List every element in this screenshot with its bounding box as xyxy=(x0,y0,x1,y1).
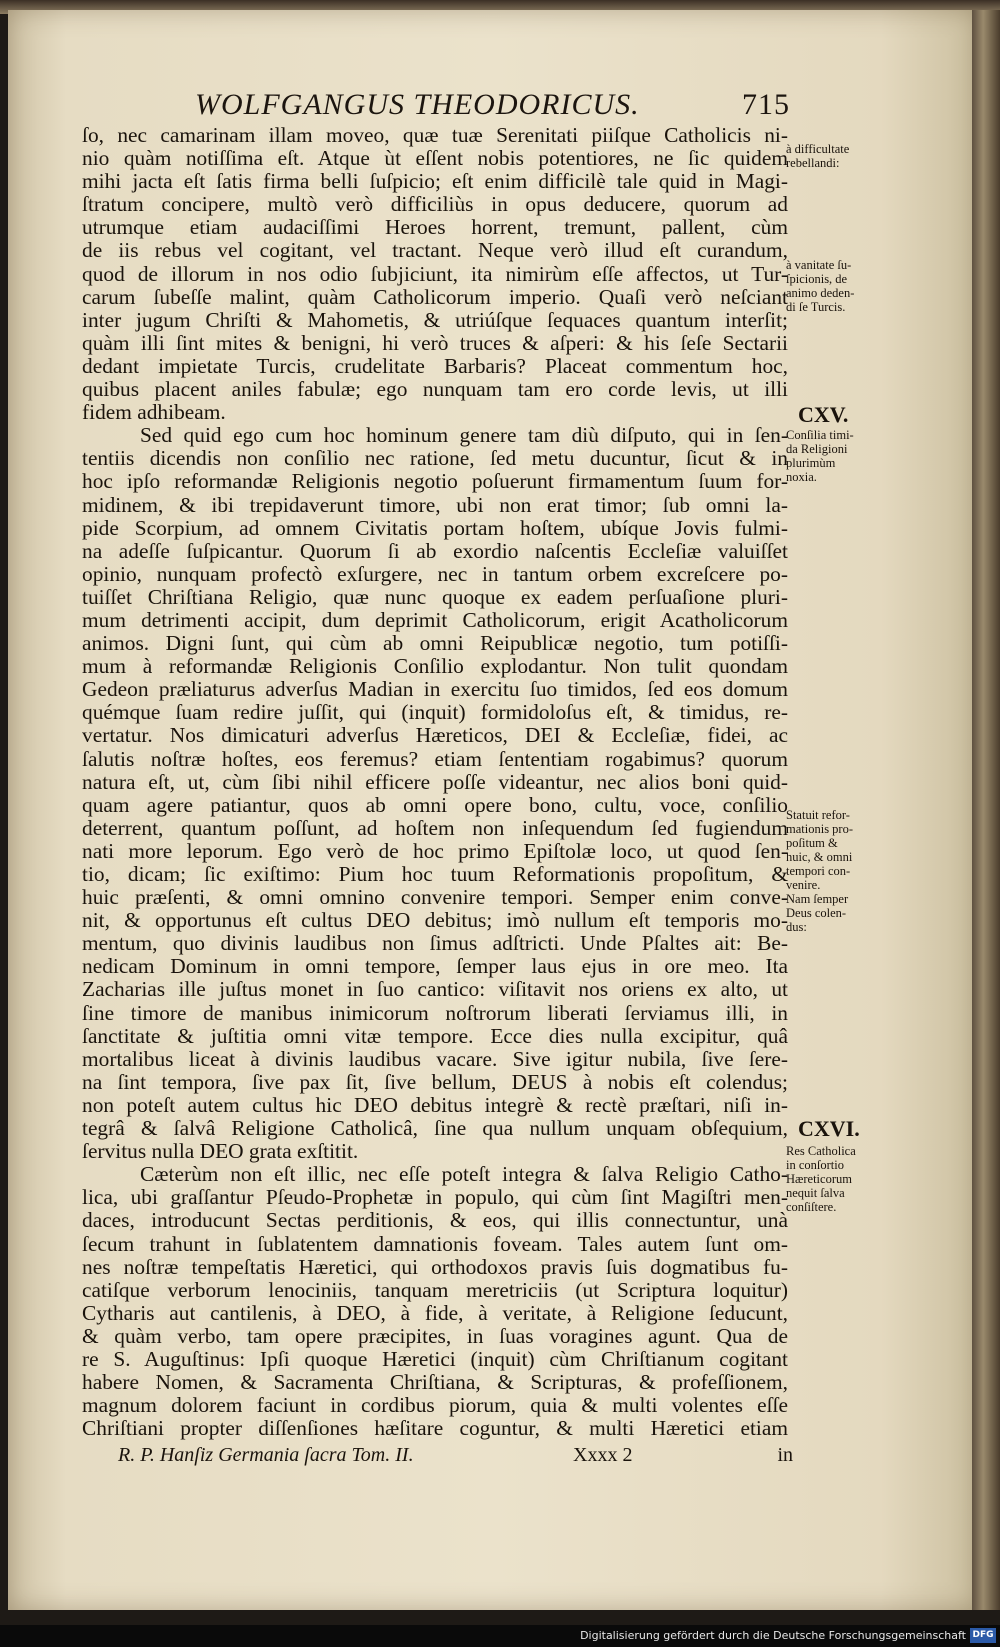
text-line: habere Nomen, & Sacramenta Chriſtiana, & Scripturas, & profeſſionem, xyxy=(82,1370,788,1395)
margin-note-line: plurimùm xyxy=(786,456,836,470)
margin-note-line: à vanitate ſu- xyxy=(786,258,852,272)
dfg-logo-icon: DFG xyxy=(970,1628,996,1643)
text-line: ſine timore de manibus inimicorum noſtrorum liberati ſerviamus illi, in xyxy=(82,1000,788,1025)
text-line: Gedeon præliaturus adverſus Madian in exercitu ſuo timidos, ſed eos domum xyxy=(82,677,788,702)
page-header xyxy=(110,88,790,128)
text-line: magnum dolorem faciunt in cordibus piorum, quia & multi volentes eſſe xyxy=(82,1393,788,1418)
text-line: Cæterùm non eſt illic, nec eſſe poteſt integra & ſalva Religio Catho- xyxy=(140,1162,788,1187)
margin-note-line: nequit ſalva xyxy=(786,1186,845,1200)
margin-note-line: noxia. xyxy=(786,470,817,484)
text-line: Sed quid ego cum hoc hominum genere tam diù diſputo, qui in ſen- xyxy=(140,423,788,448)
margin-note-line: Deus colen- xyxy=(786,906,847,920)
section-number: CXV. xyxy=(798,402,849,427)
margin-note-line: da Religioni xyxy=(786,442,848,456)
text-line: mum à reformandæ Religionis Conſilio explodantur. Non tulit quondam xyxy=(82,654,788,679)
margin-note-line: poſitum & xyxy=(786,836,838,850)
text-line: quémque ſuam redire juſſit, qui (inquit) formidoloſus eſt, & timidus, re- xyxy=(82,700,788,725)
text-line: nit, & opportunus eſt cultus DEO debitus; imò nullum eſt temporis mo- xyxy=(82,908,788,933)
text-line: animos. Digni ſunt, qui cùm ab omni Reipublicæ negotio, tum potiſſi- xyxy=(82,631,788,656)
text-line: ſtratum concipere, multò verò difficiliùs in opus deducere, quorum ad xyxy=(82,192,788,217)
section-number: CXVI. xyxy=(798,1116,860,1141)
margin-note xyxy=(786,808,876,934)
text-line: nati more leporum. Ego verò de hoc primo Epiſtolæ loco, ut quod ſen- xyxy=(82,838,788,863)
margin-note-line: Nam ſemper xyxy=(786,892,849,906)
text-line: non poteſt autem cultus hic DEO debitus integrè & rectè præſtari, niſi in- xyxy=(82,1092,788,1117)
text-line: mum detrimenti accipit, dum deprimit Catholicorum, erigit Acatholicorum xyxy=(82,607,788,632)
margin-note-line: rebellandi: xyxy=(786,156,840,170)
text-line: quibus placent aniles fabulæ; ego nunquam tam ero corde levis, ut illi xyxy=(82,377,788,402)
text-line: utrumque etiam audaciſſimi Heroes horrent, tremunt, pallent, cùm xyxy=(82,215,788,240)
text-line: Zacharias ille juſtus monet in ſuo cantico: viſitavit nos oriens ex alto, ut xyxy=(82,977,788,1002)
margin-note-line: conſiſtere. xyxy=(786,1200,837,1214)
text-line: mortalibus liceat à divinis laudibus vacare. Sive igitur nubila, ſive ſere- xyxy=(82,1046,788,1071)
margin-note-line: Res Catholica xyxy=(786,1144,856,1158)
text-line: Chriſtiani propter diſſenſiones hæſitare coguntur, & multi Hæretici etiam xyxy=(82,1416,788,1441)
running-title: WOLFGANGUS THEODORICUS. xyxy=(195,88,640,121)
text-line: & quàm verbo, tam opere præcipites, in ſuas voragines agunt. Qua de xyxy=(82,1323,788,1348)
text-line: re S. Auguſtinus: Ipſi quoque Hæretici (inquit) cùm Chriſtianum cogitant xyxy=(82,1346,788,1371)
text-line: ſalutis noſtræ hoſtes, eos feremus? etiam ſententiam rogabimus? quorum xyxy=(82,746,788,771)
text-line: tegrâ & ſalvâ Religione Catholicâ, ſine qua nullum unquam obſequium, xyxy=(82,1116,788,1141)
margin-note-line: venire. xyxy=(786,878,821,892)
text-line: ſervitus nulla DEO grata exſtitit. xyxy=(82,1139,359,1164)
text-line: nes noſtræ tempeſtatis Hæretici, qui orthodoxos pravis ſuis dogmatibus fu- xyxy=(82,1254,788,1279)
text-line: tio, dicam; ſic exiſtimo: Pium hoc tuum Reformationis propoſitum, & xyxy=(82,862,788,886)
margin-note-line: Hæreticorum xyxy=(786,1172,852,1186)
text-line: fidem adhibeam. xyxy=(82,400,226,425)
text-line: mentum, quo divinis laudibus non ſimus adſtricti. Unde Pſaltes ait: Be- xyxy=(82,931,788,956)
text-line: midinem, & ibi trepidaverunt timore, ubi non erat timor; ſub omni la- xyxy=(82,492,788,517)
margin-note xyxy=(786,142,876,170)
text-line: daces, introducunt Sectas perditionis, & eos, qui illis connectuntur, unà xyxy=(82,1208,788,1233)
text-line: nio quàm notiſſima eſt. Atque ùt eſſent nobis potentiores, ne ſic quidem xyxy=(82,146,788,171)
text-line: na adeſſe ſuſpicantur. Quorum ſi ab exordio naſcentis Eccleſiæ valuiſſet xyxy=(82,538,788,563)
margin-note-line: huic, & omni xyxy=(786,850,853,864)
text-line: tuiſſet Chriſtiana Religio, quæ nunc quoque ex eadem perſuaſione pluri- xyxy=(82,584,788,609)
page-number: 715 xyxy=(742,88,790,121)
text-line: ſanctitate & juſtitia omni vitæ tempore. Ecce dies nulla excipitur, quâ xyxy=(82,1023,788,1048)
text-line: catiſque verborum lenociniis, tanquam meretriciis (ut Scriptura loquitur) xyxy=(82,1277,788,1302)
margin-note xyxy=(786,1144,876,1214)
text-line: ſecum trahunt in ſublatentem damnationis foveam. Tales autem ſunt om- xyxy=(82,1231,788,1256)
text-line: Cytharis aut cantilenis, à DEO, à fide, à veritate, à Religione ſeducunt, xyxy=(82,1300,788,1325)
text-line: nedicam Dominum in omni tempore, ſemper laus ejus in ore meo. Ita xyxy=(82,954,788,979)
page-footer xyxy=(118,1444,793,1470)
margin-note-line: à difficultate xyxy=(786,142,850,156)
text-line: deterrent, quantum poſſunt, ad hoſtem non inſequendum ſed fugiendum xyxy=(82,815,788,840)
margin-note-line: di ſe Turcis. xyxy=(786,300,846,314)
margin-note-line: Statuit refor- xyxy=(786,808,850,822)
text-line: mihi jacta eſt ſatis firma belli ſuſpicio; eſt enim difficilè tale quid in Magi- xyxy=(82,169,788,194)
text-line: tentiis dicendis non conſilio nec ratione, ſed metu ducuntur, ſicut & in xyxy=(82,446,788,471)
margin-note-line: tempori con- xyxy=(786,864,851,878)
margin-note-line: mationis pro- xyxy=(786,822,854,836)
digitization-bar xyxy=(0,1625,1000,1647)
text-line: hoc ipſo reformandæ Religionis negotio poſuerunt firmamentum ſuum for- xyxy=(82,469,788,494)
text-line: dedant impietate Turcis, crudelitate Barbaris? Placeat commentum hoc, xyxy=(82,353,788,378)
margin-note-line: dus: xyxy=(786,920,807,934)
text-line: quàm illi ſint mites & benigni, hi verò truces & aſperi: & his ſeſe Sectarii xyxy=(82,330,788,355)
text-line: quam agere patiantur, quos ab omni opere bono, cultu, voce, conſilio xyxy=(82,792,788,817)
margin-note-line: Conſilia timi- xyxy=(786,428,854,442)
footer-source: R. P. Hanſiz Germania ſacra Tom. II. xyxy=(118,1444,414,1466)
text-line: na ſint tempora, ſive pax ſit, ſive bellum, DEUS à nobis eſt colendus; xyxy=(82,1069,788,1094)
text-line: opinio, nunquam profectò exſurgere, nec in tantum orbem excreſcere po- xyxy=(82,561,788,586)
margin-note-line: ſpicionis, de xyxy=(786,272,848,286)
text-line: huic præſenti, & omni omnino convenire tempori. Semper enim conve- xyxy=(82,885,788,910)
signature-mark: Xxxx 2 xyxy=(573,1444,633,1466)
margin-note-line: in conſortio xyxy=(786,1158,844,1172)
margin-note-line: animo deden- xyxy=(786,286,855,300)
text-line: lica, ubi graſſantur Pſeudo-Prophetæ in populo, qui cùm ſint Magiſtri men- xyxy=(82,1185,788,1210)
text-line: inter jugum Chriſti & Mahometis, & utriúſque ſequaces quantum interſit; xyxy=(82,307,788,332)
text-line: natura eſt, ut, cùm ſibi nihil efficere poſſe videantur, nec alios boni quid- xyxy=(82,769,788,794)
margin-note xyxy=(786,428,876,484)
text-line: de iis rebus vel cogitant, vel tractant. Neque verò illud eſt curandum, xyxy=(82,238,788,263)
margin-note xyxy=(786,258,876,314)
catchword: in xyxy=(777,1444,793,1466)
text-line: quod de illorum in nos odio ſubjiciunt, ita nimirùm eſſe affectos, ut Tur- xyxy=(82,261,788,286)
text-line: ſo, nec camarinam illam moveo, quæ tuæ Serenitati piiſque Catholicis ni- xyxy=(82,123,788,147)
digitization-credit: Digitalisierung gefördert durch die Deutsche Forschungsgemeinschaft xyxy=(580,1629,966,1642)
text-line: pide Scorpium, ad omnem Civitatis portam hoſtem, ubíque Jovis fulmi- xyxy=(82,515,788,540)
book-binding-edge xyxy=(972,10,1000,1610)
text-line: carum ſubeſſe malint, quàm Catholicorum imperio. Quaſi verò neſciant xyxy=(82,284,788,309)
main-text xyxy=(82,124,788,1440)
text-line: vertatur. Nos dimicaturi adverſus Hæreticos, DEI & Eccleſiæ, fidei, ac xyxy=(82,723,788,748)
